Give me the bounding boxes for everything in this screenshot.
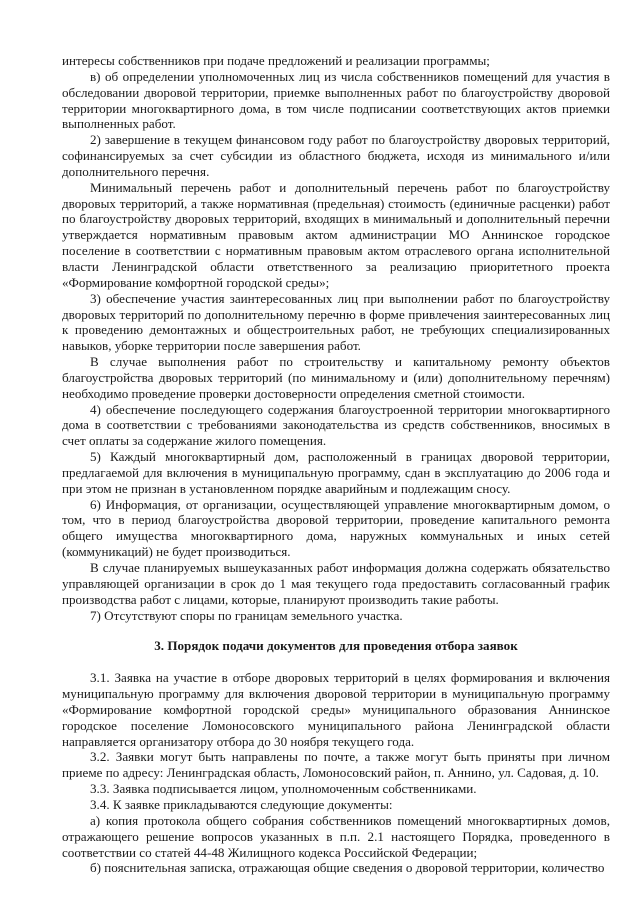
paragraph-capital-repair: В случае выполнения работ по строительству и капитальному ремонту объектов благоустройства дворовых территорий (по минимальному и (или) дополнительному перечням) необходимо проведение проверки достоверности определения сметной стоимости. [62,354,610,401]
paragraph-3-1: 3.1. Заявка на участие в отборе дворовых территорий в целях формирования и включения муниципальную программу для включения дворовой территории в муниципальную программу «Формирование комфортной городской среды» муниципального образования Аннинское городское поселение Ломоносовского муниципального района Ленинградской области направляется организатору отбора до 30 ноября текущего года. [62,670,610,749]
paragraph-item-6: 6) Информация, от организации, осуществляющей управление многоквартирным домом, о том, что в период благоустройства дворовой территории, проведение капитального ремонта общего имущества многоквартирного дома, наружных коммунальных и иных сетей (коммуникаций) не будет производиться. [62,496,610,560]
paragraph-3-3: 3.3. Заявка подписывается лицом, уполномоченным собственниками. [90,781,477,797]
paragraph-item-7: 7) Отсутствуют споры по границам земельного участка. [90,607,403,623]
paragraph-item-2: 2) завершение в текущем финансовом году работ по благоустройству дворовых территорий, софинансируемых за счет субсидии из областного бюджета, исходя из минимального и/или дополнительного перечня. [62,132,610,179]
spacer [62,654,610,670]
paragraph-item-a: а) копия протокола общего собрания собственников помещений многоквартирных домов, отражающего решение вопросов указанных в п.п. 2.1 настоящего Порядка, проведенного в соответствии со статей 44-48 Жилищного кодекса Российской Федерации; [62,812,610,860]
paragraph-item-v: в) об определении уполномоченных лиц из числа собственников помещений для участия в обследовании дворовой территории, приемке выполненных работ по благоустройству дворовой территории многоквартирного дома, в том числе подписании соответствующих актов приемки выполненных работ. [62,68,610,132]
paragraph-item-5: 5) Каждый многоквартирный дом, расположенный в границах дворовой территории, предлагаемой для включения в муниципальную программу, сдан в эксплуатацию до 2006 года и при этом не признан в установленном порядке аварийным и подлежащим сносу. [62,449,610,496]
spacer [62,623,610,638]
paragraph-item-4: 4) обеспечение последующего содержания благоустроенной территории многоквартирного дома в соответствии с требованиями законодательства из средств собственников, вносимых в счет оплаты за содержание жилого помещения. [62,401,610,449]
paragraph-continuation: интересы собственников при подаче предложений и реализации программы; [62,53,490,68]
paragraph-item-3: 3) обеспечение участия заинтересованных лиц при выполнении работ по благоустройству дворовых территорий по дополнительному перечню в форме привлечения заинтересованных лиц к проведению демонтажных и общестроительных работ, не требующих специализированных навыков, уборке территории после завершения работ. [62,290,610,354]
paragraph-item-b: б) пояснительная записка, отражающая общие сведения о дворовой территории, количество [90,860,605,876]
paragraph-3-4: 3.4. К заявке прикладываются следующие документы: [90,796,393,812]
paragraph-minimal-list: Минимальный перечень работ и дополнительный перечень работ по благоустройству дворовых территорий, а также нормативная (предельная) стоимость (единичные расценки) работ по благоустройству дворовых территорий, входящих в минимальный и дополнительный перечни утверждается нормативным правовым актом администрации МО Аннинское городское поселение в соответствии с нормативным правовым актом отраслевого органа исполнительной власти Ленинградской области ответственного за реализацию приоритетного проекта «Формирование комфортной городской среды»; [62,179,610,290]
section-heading: 3. Порядок подачи документов для проведения отбора заявок [154,638,518,654]
paragraph-planned-works: В случае планируемых вышеуказанных работ информация должна содержать обязательство управляющей организации в срок до 1 мая текущего года предоставить согласованный график производства работ с лицами, которые, планируют производить такие работы. [62,560,610,607]
paragraph-3-2: 3.2. Заявки могут быть направлены по почте, а также могут быть приняты при личном приеме по адресу: Ленинградская область, Ломоносовский район, п. Аннино, ул. Садовая, д. 10. [62,749,610,781]
